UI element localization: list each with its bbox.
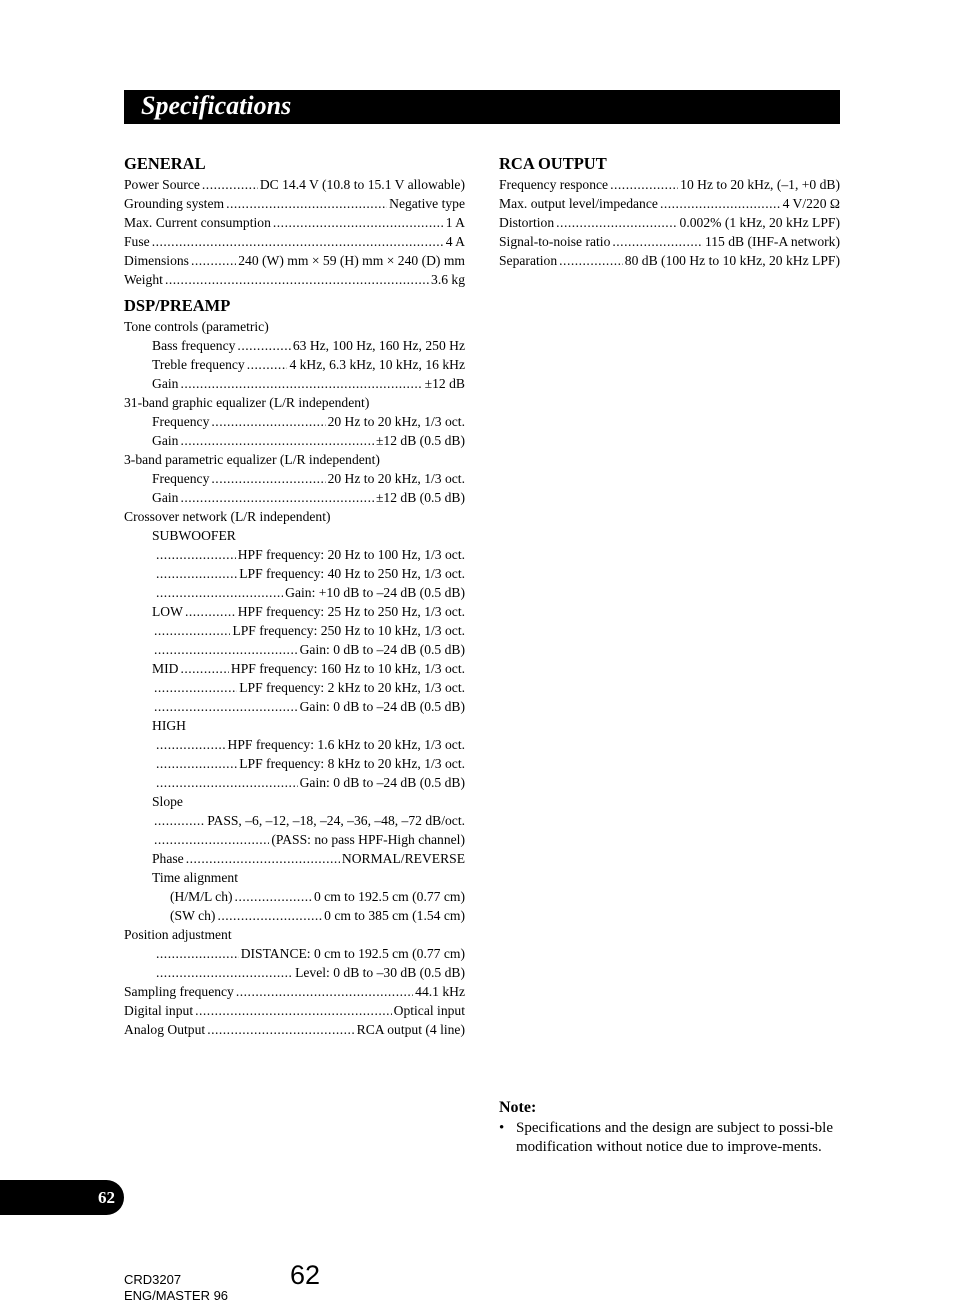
time-alignment-label: Time alignment xyxy=(152,870,238,885)
dot-leader xyxy=(154,697,298,716)
spec-row xyxy=(124,678,465,697)
spec-value: DC 14.4 V (10.8 to 15.1 V allowable) xyxy=(259,177,465,192)
subwoofer-list xyxy=(124,545,465,602)
spec-value: 10 Hz to 20 kHz, (–1, +0 dB) xyxy=(680,177,840,192)
graphic-eq-label: 31-band graphic equalizer (L/R independent) xyxy=(124,395,370,410)
dot-leader xyxy=(156,963,293,982)
spec-value: 20 Hz to 20 kHz, 1/3 oct. xyxy=(327,471,465,486)
spec-value: ±12 dB (0.5 dB) xyxy=(375,433,465,448)
spec-row xyxy=(124,412,465,431)
footer-model-code: CRD3207 xyxy=(124,1272,182,1287)
dot-leader xyxy=(237,336,290,355)
spec-label: (H/M/L ch) xyxy=(170,889,233,904)
spec-row xyxy=(124,887,465,906)
spec-row xyxy=(124,697,465,716)
general-list xyxy=(124,175,465,289)
dot-leader xyxy=(154,678,237,697)
spec-row xyxy=(124,906,465,925)
dot-leader xyxy=(165,270,429,289)
low-list xyxy=(124,602,465,659)
position-adjustment-label: Position adjustment xyxy=(124,927,232,942)
dot-leader xyxy=(156,773,298,792)
note-heading: Note: xyxy=(499,1099,537,1116)
dot-leader xyxy=(156,545,236,564)
footer-page-number: 62 xyxy=(290,1260,321,1290)
spec-row xyxy=(124,194,465,213)
spec-value: 0 cm to 192.5 cm (0.77 cm) xyxy=(313,889,465,904)
spec-label: Signal-to-noise ratio xyxy=(499,234,611,249)
crossover-label: Crossover network (L/R independent) xyxy=(124,509,331,524)
spec-row xyxy=(124,1001,465,1020)
dot-leader xyxy=(154,640,298,659)
spec-label: Digital input xyxy=(124,1003,194,1018)
spec-value: 3.6 kg xyxy=(431,272,465,287)
dot-leader xyxy=(612,232,703,251)
spec-row xyxy=(124,232,465,251)
dot-leader xyxy=(185,602,236,621)
parametric-eq-label: 3-band parametric equalizer (L/R independent) xyxy=(124,452,380,467)
dot-leader xyxy=(217,906,322,925)
spec-row xyxy=(124,1020,465,1039)
page-title: Specifications xyxy=(141,91,292,120)
spec-label: LOW xyxy=(152,604,183,619)
spec-value: Level: 0 dB to –30 dB (0.5 dB) xyxy=(295,965,465,980)
spec-row xyxy=(499,213,840,232)
spec-value: 4 A xyxy=(445,234,465,249)
title-bar xyxy=(124,90,840,124)
spec-value: 115 dB (IHF-A network) xyxy=(704,234,840,249)
spec-row xyxy=(499,232,840,251)
spec-label: Dimensions xyxy=(124,253,189,268)
bullet-marker: • xyxy=(499,1120,505,1136)
spec-row xyxy=(124,773,465,792)
spec-value: RCA output (4 line) xyxy=(356,1022,465,1037)
dot-leader xyxy=(156,564,237,583)
spec-row xyxy=(499,251,840,270)
dot-leader xyxy=(156,944,239,963)
spec-value: HPF frequency: 20 Hz to 100 Hz, 1/3 oct. xyxy=(237,547,465,562)
dsp-heading: DSP/PREAMP xyxy=(124,296,231,315)
spec-row xyxy=(124,431,465,450)
dot-leader xyxy=(226,194,387,213)
dot-leader xyxy=(660,194,781,213)
spec-row xyxy=(499,194,840,213)
spec-row xyxy=(124,602,465,621)
spec-label: Treble frequency xyxy=(152,357,245,372)
page-tab-number: 62 xyxy=(98,1188,115,1207)
spec-value: 20 Hz to 20 kHz, 1/3 oct. xyxy=(327,414,465,429)
spec-row xyxy=(124,355,465,374)
spec-row xyxy=(124,963,465,982)
spec-row xyxy=(124,488,465,507)
spec-value: HPF frequency: 160 Hz to 10 kHz, 1/3 oct. xyxy=(230,661,465,676)
spec-row xyxy=(124,545,465,564)
time-alignment-list xyxy=(124,887,465,925)
spec-row xyxy=(124,583,465,602)
footer-code xyxy=(124,1272,228,1303)
spec-row xyxy=(124,621,465,640)
note-block xyxy=(499,1098,840,1156)
spec-label: Weight xyxy=(124,272,163,287)
spec-row xyxy=(124,811,465,830)
spec-label: Power Source xyxy=(124,177,200,192)
dot-leader xyxy=(156,754,237,773)
position-adjustment-list xyxy=(124,944,465,982)
spec-label: Analog Output xyxy=(124,1022,206,1037)
spec-row xyxy=(124,735,465,754)
spec-value: 0 cm to 385 cm (1.54 cm) xyxy=(324,908,465,923)
spec-label: Max. output level/impedance xyxy=(499,196,658,211)
spec-label: Gain xyxy=(152,376,179,391)
spec-row xyxy=(124,336,465,355)
dot-leader xyxy=(191,251,236,270)
tone-controls-list xyxy=(124,336,465,393)
spec-row xyxy=(124,830,465,849)
dot-leader xyxy=(207,1020,354,1039)
spec-label: Max. Current consumption xyxy=(124,215,271,230)
page-tab xyxy=(0,1180,124,1215)
spec-row xyxy=(124,982,465,1001)
spec-value: 44.1 kHz xyxy=(415,984,465,999)
spec-row xyxy=(124,849,465,868)
spec-label: Gain xyxy=(152,433,179,448)
spec-row xyxy=(124,374,465,393)
dot-leader xyxy=(156,583,283,602)
slope-list xyxy=(124,811,465,868)
spec-value: Gain: 0 dB to –24 dB (0.5 dB) xyxy=(299,699,465,714)
dot-leader xyxy=(211,412,325,431)
spec-value: Optical input xyxy=(393,1003,465,1018)
spec-value: 4 kHz, 6.3 kHz, 10 kHz, 16 kHz xyxy=(289,357,465,372)
dot-leader xyxy=(247,355,288,374)
dot-leader xyxy=(236,982,413,1001)
high-list xyxy=(124,735,465,792)
spec-label: Sampling frequency xyxy=(124,984,234,999)
dot-leader xyxy=(152,232,444,251)
spec-row xyxy=(124,944,465,963)
spec-value: Gain: +10 dB to –24 dB (0.5 dB) xyxy=(285,585,465,600)
dot-leader xyxy=(235,887,312,906)
spec-value: (PASS: no pass HPF-High channel) xyxy=(271,832,465,847)
slope-label: Slope xyxy=(152,794,183,809)
dot-leader xyxy=(180,488,374,507)
spec-label: Gain xyxy=(152,490,179,505)
spec-value: PASS, –6, –12, –18, –24, –36, –48, –72 dB/oct. xyxy=(207,813,465,828)
spec-row xyxy=(124,270,465,289)
dot-leader xyxy=(559,251,623,270)
note-text: Specifications and the design are subject to possi-ble modification without notice due to improve-ments. xyxy=(516,1120,833,1155)
spec-label: Separation xyxy=(499,253,558,268)
dot-leader xyxy=(180,659,228,678)
dot-leader xyxy=(154,621,230,640)
spec-value: Gain: 0 dB to –24 dB (0.5 dB) xyxy=(299,775,465,790)
high-label: HIGH xyxy=(152,718,186,733)
spec-row xyxy=(124,251,465,270)
general-heading: GENERAL xyxy=(124,154,206,173)
spec-label: Frequency xyxy=(152,414,210,429)
dot-leader xyxy=(180,431,374,450)
tone-controls-label: Tone controls (parametric) xyxy=(124,319,269,334)
note-item xyxy=(499,1119,840,1156)
footer-master-code: ENG/MASTER 96 xyxy=(124,1287,229,1303)
spec-value: HPF frequency: 25 Hz to 250 Hz, 1/3 oct. xyxy=(237,604,465,619)
spec-row xyxy=(499,175,840,194)
spec-value: 63 Hz, 100 Hz, 160 Hz, 250 Hz xyxy=(292,338,465,353)
dot-leader xyxy=(202,175,258,194)
spec-row xyxy=(124,175,465,194)
spec-row xyxy=(124,564,465,583)
spec-label: (SW ch) xyxy=(170,908,216,923)
dot-leader xyxy=(156,735,226,754)
spec-value: LPF frequency: 40 Hz to 250 Hz, 1/3 oct. xyxy=(239,566,465,581)
subwoofer-label: SUBWOOFER xyxy=(152,528,236,543)
spec-value: ±12 dB xyxy=(424,376,465,391)
spec-value: LPF frequency: 2 kHz to 20 kHz, 1/3 oct. xyxy=(239,680,465,695)
parametric-eq-list xyxy=(124,469,465,507)
rca-heading: RCA OUTPUT xyxy=(499,154,607,173)
spec-value: LPF frequency: 250 Hz to 10 kHz, 1/3 oct. xyxy=(232,623,465,638)
spec-row xyxy=(124,213,465,232)
spec-value: 240 (W) mm × 59 (H) mm × 240 (D) mm xyxy=(238,253,465,268)
spec-value: ±12 dB (0.5 dB) xyxy=(375,490,465,505)
rca-list xyxy=(499,175,840,270)
dot-leader xyxy=(154,830,269,849)
spec-label: Frequency xyxy=(152,471,210,486)
spec-value: 80 dB (100 Hz to 10 kHz, 20 kHz LPF) xyxy=(624,253,840,268)
dot-leader xyxy=(180,374,422,393)
dot-leader xyxy=(186,849,340,868)
spec-value: DISTANCE: 0 cm to 192.5 cm (0.77 cm) xyxy=(240,946,465,961)
dot-leader xyxy=(556,213,677,232)
mid-list xyxy=(124,659,465,716)
spec-row xyxy=(124,659,465,678)
left-column xyxy=(124,154,465,1039)
spec-value: Negative type xyxy=(389,196,465,211)
dot-leader xyxy=(273,213,444,232)
spec-value: 1 A xyxy=(445,215,465,230)
spec-row xyxy=(124,640,465,659)
graphic-eq-list xyxy=(124,412,465,450)
spec-label: MID xyxy=(152,661,179,676)
dot-leader xyxy=(195,1001,392,1020)
dot-leader xyxy=(211,469,325,488)
right-column xyxy=(499,154,840,270)
dsp-tail-list xyxy=(124,982,465,1039)
spec-value: NORMAL/REVERSE xyxy=(341,851,465,866)
spec-label: Grounding system xyxy=(124,196,225,211)
spec-label: Fuse xyxy=(124,234,150,249)
spec-value: Gain: 0 dB to –24 dB (0.5 dB) xyxy=(299,642,465,657)
spec-value: 4 V/220 Ω xyxy=(782,196,840,211)
spec-label: Phase xyxy=(152,851,184,866)
dot-leader xyxy=(154,811,205,830)
spec-row xyxy=(124,754,465,773)
spec-value: 0.002% (1 kHz, 20 kHz LPF) xyxy=(679,215,840,230)
spec-label: Frequency responce xyxy=(499,177,609,192)
spec-label: Bass frequency xyxy=(152,338,236,353)
spec-value: HPF frequency: 1.6 kHz to 20 kHz, 1/3 oct. xyxy=(227,737,465,752)
spec-label: Distortion xyxy=(499,215,555,230)
dot-leader xyxy=(610,175,678,194)
spec-row xyxy=(124,469,465,488)
spec-value: LPF frequency: 8 kHz to 20 kHz, 1/3 oct. xyxy=(239,756,465,771)
